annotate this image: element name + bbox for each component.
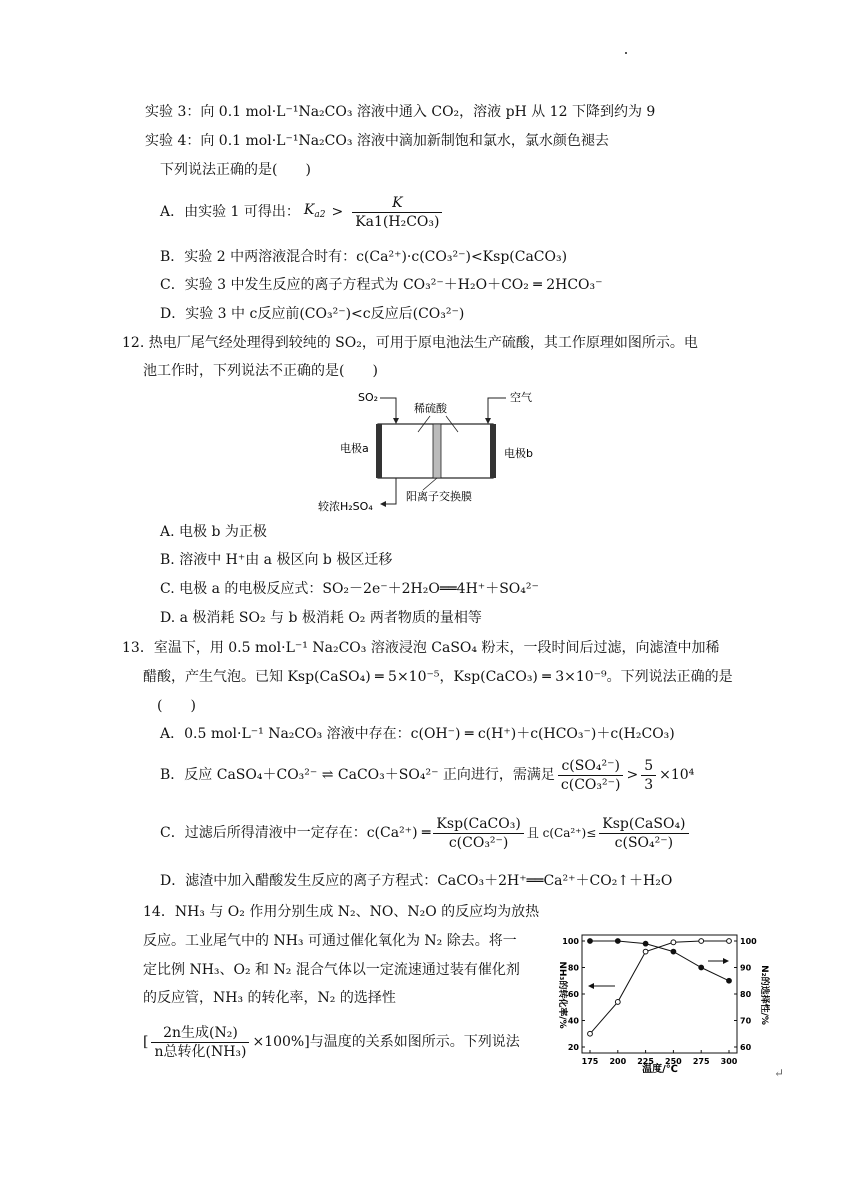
label-electrode-b: 电极b <box>504 447 533 460</box>
q14-bracket-open: [ <box>143 1034 149 1050</box>
q11-option-c: C．实验 3 中发生反应的离子方程式为 CO₃²⁻＋H₂O＋CO₂ ═ 2HCO₃⁻ <box>160 277 603 293</box>
air-arrowhead <box>485 418 491 424</box>
q14-sel-num: 2n生成(N₂) <box>151 1024 249 1043</box>
y-left-tick-label: 20 <box>567 1043 579 1052</box>
q13-line3: ( ) <box>157 698 196 714</box>
q11-option-a-fraction <box>352 194 442 231</box>
series-2-point <box>699 965 704 970</box>
battery-diagram <box>318 386 548 516</box>
q13-option-b-gt: > <box>626 767 639 783</box>
y-left-label: NH₃的转化率/% <box>557 961 567 1029</box>
series-line-1 <box>590 941 729 1034</box>
label-conc-acid: 较浓H₂SO₄ <box>318 500 373 513</box>
conversion-selectivity-chart <box>540 920 770 1075</box>
q13-option-c-den1: c(CO₃²⁻) <box>448 834 509 851</box>
series-1-point <box>588 1031 593 1036</box>
q11-option-a: A．由实验 1 可得出： $K_{a2}$ > $\frac{K}{\text{Ka1(H₂CO₃)}}$ <box>160 190 445 234</box>
q14-sel-den: n总转化(NH₃) <box>154 1043 247 1060</box>
series-1-point <box>727 939 732 944</box>
electrode-a-plate <box>376 424 382 478</box>
series-2-point <box>727 978 732 983</box>
q13-option-c-mid: 且 c(Ca²⁺)≤ <box>526 826 597 840</box>
q13-option-d: D．滤渣中加入醋酸发生反应的离子方程式：CaCO₃＋2H⁺══Ca²⁺＋CO₂↑＋H₂O <box>160 873 673 889</box>
q14-sel-tail: ×100%]与温度的关系如图所示。下列说法 <box>252 1034 520 1050</box>
series-1-point <box>643 949 648 954</box>
q13-option-a: A．0.5 mol·L⁻¹ Na₂CO₃ 溶液中存在：c(OH⁻) ═ c(H⁺)＋c(HCO₃⁻)＋c(H₂CO₃) <box>160 726 675 742</box>
y-right-tick-label: 60 <box>740 1043 752 1052</box>
q14-selectivity-formula <box>143 1018 520 1066</box>
q13-option-c-frac2 <box>599 815 688 852</box>
x-tick-label: 275 <box>692 1057 710 1066</box>
series-1-point <box>615 1000 620 1005</box>
q13-option-b-five-thirds <box>641 757 656 794</box>
q13-option-b <box>160 752 694 798</box>
q12-option-b: B. 溶液中 H⁺由 a 极区向 b 极区迁移 <box>160 552 393 568</box>
q11-option-a-prefix: A．由实验 1 可得出： <box>160 204 300 220</box>
right-axis-arrowhead <box>723 958 729 964</box>
membrane-pointer <box>423 478 437 490</box>
series-2-point <box>588 939 593 944</box>
q12-option-a: A. 电极 b 为正极 <box>160 524 267 540</box>
series-2-point <box>615 939 620 944</box>
membrane-plate <box>433 424 441 478</box>
label-electrode-a: 电极a <box>340 442 369 455</box>
q11-stem: 下列说法正确的是( ) <box>160 162 311 178</box>
series-2-point <box>671 949 676 954</box>
q13-line1: 13．室温下，用 0.5 mol·L⁻¹ Na₂CO₃ 溶液浸泡 CaSO₄ 粉末，一段时间后过滤，向滤渣中加稀 <box>122 640 720 656</box>
page-dot <box>625 52 627 54</box>
y-left-tick-label: 80 <box>567 963 579 973</box>
q13-option-b-prefix: B．反应 CaSO₄＋CO₃²⁻ ⇌ CaCO₃＋SO₄²⁻ 正向进行，需满足 <box>160 767 555 783</box>
electrode-b-plate <box>490 424 496 478</box>
x-tick-label: 175 <box>581 1057 599 1066</box>
q13-option-c-frac1 <box>433 815 523 852</box>
q14-line1: 14．NH₃ 与 O₂ 作用分别生成 N₂、NO、N₂O 的反应均为放热 <box>143 904 540 920</box>
q13-option-b-den: c(CO₃²⁻) <box>560 776 621 793</box>
y-left-tick-label: 100 <box>562 937 579 946</box>
label-dilute-acid: 稀硫酸 <box>414 402 447 415</box>
plot-frame <box>582 935 737 1053</box>
series-1-point <box>699 939 704 944</box>
x-tick-label: 250 <box>665 1057 682 1066</box>
q12-option-d: D. a 极消耗 SO₂ 与 b 极消耗 O₂ 两者物质的量相等 <box>160 610 482 626</box>
q14-selectivity-fraction <box>151 1024 249 1061</box>
q11-option-b: B．实验 2 中两溶液混合时有：c(Ca²⁺)·c(CO₃²⁻)<Ksp(CaCO₃) <box>160 249 568 265</box>
q13-option-c-num1: Ksp(CaCO₃) <box>433 815 523 834</box>
q11-option-d: D．实验 3 中 c反应前(CO₃²⁻)<c反应后(CO₃²⁻) <box>160 306 465 322</box>
series-1-point <box>671 940 676 945</box>
q11-option-a-den: Ka1(H₂CO₃) <box>355 213 440 230</box>
paragraph-mark: ↵ <box>774 1066 785 1080</box>
series-2-point <box>643 941 648 946</box>
q13-option-b-f-num: 5 <box>641 757 656 776</box>
x-label: 温度/℃ <box>642 1064 678 1075</box>
q13-line2: 醋酸，产生气泡。已知 Ksp(CaSO₄) ═ 5×10⁻⁵，Ksp(CaCO₃) ═ 3×10⁻⁹。下列说法正确的是 <box>143 669 733 685</box>
y-left-tick-label: 60 <box>567 990 579 999</box>
q13-option-b-f-den: 3 <box>644 776 654 793</box>
x-tick-label: 225 <box>637 1057 654 1066</box>
q12-option-c: C. 电极 a 的电极反应式：SO₂－2e⁻＋2H₂O══4H⁺＋SO₄²⁻ <box>160 581 539 597</box>
y-right-tick-label: 80 <box>740 990 752 999</box>
q11-option-a-num: K <box>352 194 442 213</box>
label-so2: SO₂ <box>358 391 379 404</box>
label-air: 空气 <box>510 391 532 404</box>
x-tick-label: 300 <box>720 1057 738 1066</box>
y-right-tick-label: 90 <box>740 963 752 973</box>
left-axis-arrowhead <box>588 983 594 989</box>
outflow-arrow <box>384 478 396 504</box>
q13-option-c-prefix: C．过滤后所得清液中一定存在：c(Ca²⁺) ═ <box>160 825 431 841</box>
q13-option-c-num2: Ksp(CaSO₄) <box>599 815 688 834</box>
q14-line3: 定比例 NH₃、O₂ 和 N₂ 混合气体以一定流速通过装有催化剂 <box>143 962 520 978</box>
q13-option-b-num: c(SO₄²⁻) <box>558 757 624 776</box>
q11-exp4: 实验 4：向 0.1 mol·L⁻¹Na₂CO₃ 溶液中滴加新制饱和氯水，氯水颜色褪去 <box>145 133 609 149</box>
q12-line2: 池工作时，下列说法不正确的是( ) <box>143 363 378 379</box>
label-membrane: 阳离子交换膜 <box>406 490 472 503</box>
y-right-tick-label: 70 <box>740 1016 752 1026</box>
y-right-label: N₂的选择性/% <box>759 965 769 1025</box>
y-left-tick-label: 40 <box>567 1016 579 1026</box>
outflow-arrowhead <box>380 501 386 507</box>
q13-option-c <box>160 808 692 858</box>
q14-line4: 的反应管，NH₃ 的转化率，N₂ 的选择性 <box>143 990 396 1006</box>
q14-line2: 反应。工业尾气中的 NH₃ 可通过催化氧化为 N₂ 除去。将一 <box>143 933 517 949</box>
q13-option-b-ratio <box>558 757 624 794</box>
q11-exp3: 实验 3：向 0.1 mol·L⁻¹Na₂CO₃ 溶液中通入 CO₂，溶液 pH 从 12 下降到约为 9 <box>145 104 656 120</box>
x-tick-label: 200 <box>609 1057 627 1066</box>
q12-line1: 12. 热电厂尾气经处理得到较纯的 SO₂，可用于原电池法生产硫酸，其工作原理如图所示。电 <box>122 335 698 351</box>
q13-option-c-den2: c(SO₄²⁻) <box>614 834 674 851</box>
q13-option-b-tail: ×10⁴ <box>659 767 695 783</box>
so2-arrowhead <box>393 418 399 424</box>
y-right-tick-label: 100 <box>740 937 757 946</box>
